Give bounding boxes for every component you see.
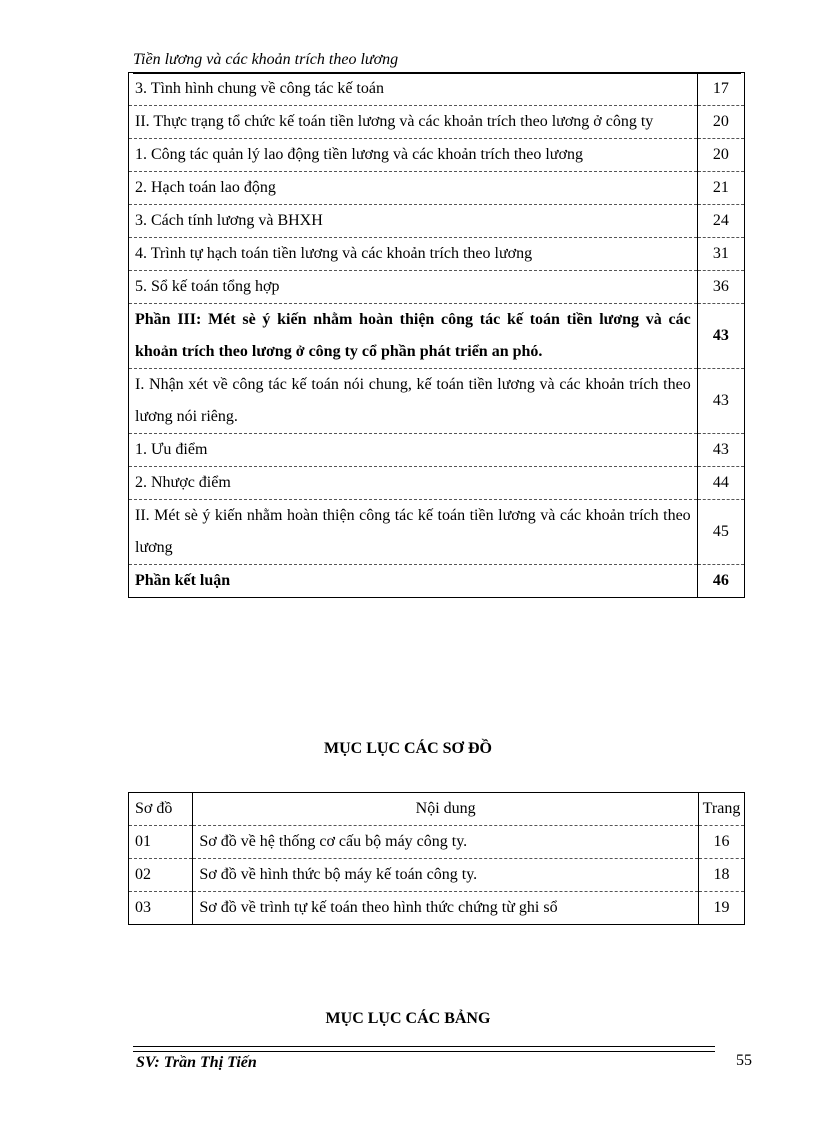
- header-title: Tiền lương và các khoản trích theo lương: [133, 51, 399, 68]
- col-header-content: Nội dung: [193, 793, 699, 826]
- diagram-row: [129, 859, 745, 892]
- toc-text: 2. Hạch toán lao động: [129, 172, 698, 205]
- toc-body: [129, 73, 745, 598]
- col-header-num: Sơ đồ: [129, 793, 193, 826]
- toc-row: [129, 434, 745, 467]
- diagrams-header-row: [129, 793, 745, 826]
- diagrams-title: MỤC LỤC CÁC SƠ ĐỒ: [324, 740, 492, 757]
- toc-row-part-3: [129, 304, 745, 369]
- diagram-row: [129, 826, 745, 859]
- toc-page: 31: [697, 238, 744, 271]
- diagram-num: 03: [129, 892, 193, 925]
- toc-row: [129, 73, 745, 106]
- toc-page: 43: [697, 369, 744, 434]
- toc-text: II. Thực trạng tổ chức kế toán tiền lương và các khoản trích theo lương ở công ty: [129, 106, 698, 139]
- toc-row: [129, 238, 745, 271]
- toc-row: [129, 500, 745, 565]
- toc-text: 1. Ưu điểm: [129, 434, 698, 467]
- diagram-num: 02: [129, 859, 193, 892]
- diagram-content: Sơ đồ về hệ thống cơ cấu bộ máy công ty.: [193, 826, 699, 859]
- diagram-num: 01: [129, 826, 193, 859]
- footer-divider: [133, 1046, 715, 1052]
- diagrams-table: [128, 792, 745, 925]
- toc-text: Phần kết luận: [129, 565, 698, 598]
- toc-row: [129, 106, 745, 139]
- tables-title: MỤC LỤC CÁC BẢNG: [325, 1010, 491, 1027]
- toc-text: 4. Trình tự hạch toán tiền lương và các khoản trích theo lương: [129, 238, 698, 271]
- diagram-content: Sơ đồ về trình tự kế toán theo hình thức chứng từ ghi sổ: [193, 892, 699, 925]
- toc-page: 36: [697, 271, 744, 304]
- diagram-content: Sơ đồ về hình thức bộ máy kế toán công ty.: [193, 859, 699, 892]
- toc-page: 17: [697, 73, 744, 106]
- toc-row: [129, 172, 745, 205]
- diagram-page: 16: [699, 826, 745, 859]
- toc-row-conclusion: [129, 565, 745, 598]
- footer-student: SV: Trần Thị Tiến: [136, 1054, 257, 1071]
- toc-page: 20: [697, 139, 744, 172]
- toc-text: 3. Tình hình chung về công tác kế toán: [129, 73, 698, 106]
- toc-row: [129, 369, 745, 434]
- toc-page: 43: [697, 304, 744, 369]
- toc-text: I. Nhận xét về công tác kế toán nói chung, kế toán tiền lương và các khoản trích theo lương nói riêng.: [129, 369, 698, 434]
- toc-text: Phần III: Mét sè ý kiến nhằm hoàn thiện công tác kế toán tiền lương và các khoản trích theo lương ở công ty cổ phần phát triển an phó.: [129, 304, 698, 369]
- toc-text: 2. Nhược điểm: [129, 467, 698, 500]
- toc-row: [129, 139, 745, 172]
- toc-page: 24: [697, 205, 744, 238]
- toc-page: 45: [697, 500, 744, 565]
- toc-text: 1. Công tác quản lý lao động tiền lương và các khoản trích theo lương: [129, 139, 698, 172]
- diagrams-body: [129, 793, 745, 925]
- toc-page: 44: [697, 467, 744, 500]
- toc-row: [129, 467, 745, 500]
- toc-text: 3. Cách tính lương và BHXH: [129, 205, 698, 238]
- toc-row: [129, 271, 745, 304]
- page-number: 55: [736, 1052, 752, 1069]
- toc-page: 20: [697, 106, 744, 139]
- toc-text: 5. Sổ kế toán tổng hợp: [129, 271, 698, 304]
- toc-page: 43: [697, 434, 744, 467]
- page-header: [133, 50, 741, 74]
- toc-table: [128, 72, 745, 598]
- toc-page: 46: [697, 565, 744, 598]
- diagram-page: 19: [699, 892, 745, 925]
- toc-row: [129, 205, 745, 238]
- diagram-page: 18: [699, 859, 745, 892]
- toc-page: 21: [697, 172, 744, 205]
- diagram-row: [129, 892, 745, 925]
- col-header-page: Trang: [699, 793, 745, 826]
- toc-text: II. Mét sè ý kiến nhằm hoàn thiện công tác kế toán tiền lương và các khoản trích theo lương: [129, 500, 698, 565]
